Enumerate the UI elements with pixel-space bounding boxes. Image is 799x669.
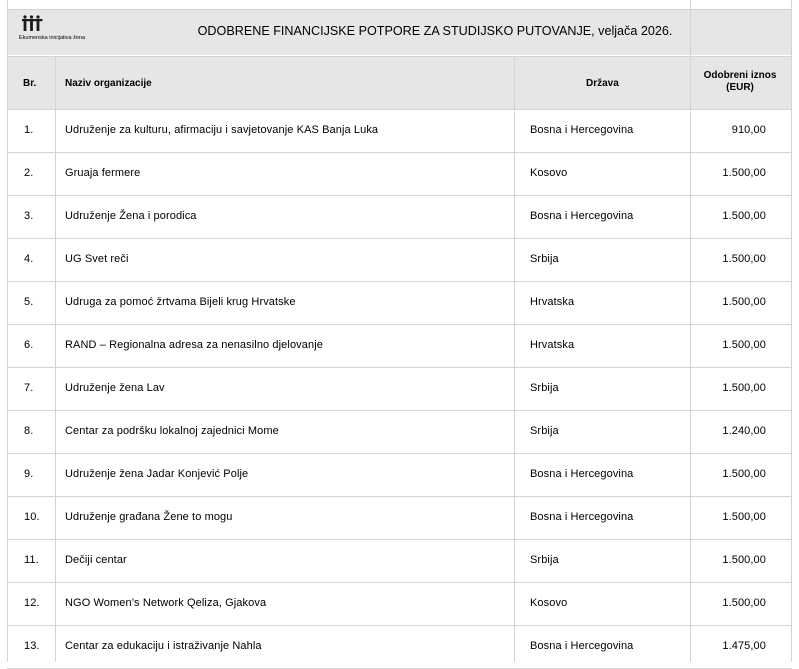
cell-iznos: 910,00 [731, 124, 766, 136]
cell-drzava: Srbija [530, 425, 559, 437]
cell-drzava: Bosna i Hercegovina [530, 210, 634, 222]
table-row[interactable] [0, 195, 799, 238]
cell-naziv: Gruaja fermere [65, 167, 141, 179]
cell-iznos: 1.500,00 [722, 597, 766, 609]
cell-iznos: 1.500,00 [722, 554, 766, 566]
cell-naziv: Udruženje za kulturu, afirmaciju i savjetovanje KAS Banja Luka [65, 124, 379, 136]
cell-drzava: Srbija [530, 382, 559, 394]
table-row[interactable] [0, 539, 799, 582]
table-row[interactable] [0, 367, 799, 410]
table-row[interactable] [0, 281, 799, 324]
cell-drzava: Kosovo [530, 167, 568, 179]
ekumenska-inicijativa-zena-logo-icon [22, 14, 44, 32]
cell-br: 5. [24, 296, 34, 308]
cell-naziv: Udruženje Žena i porodica [65, 210, 197, 222]
cell-drzava: Srbija [530, 554, 559, 566]
cell-naziv: RAND – Regionalna adresa za nenasilno djelovanje [65, 339, 323, 351]
cell-naziv: Udruga za pomoć žrtvama Bijeli krug Hrvatske [65, 296, 296, 308]
cell-iznos: 1.500,00 [722, 511, 766, 523]
cell-br: 4. [24, 253, 34, 265]
cell-br: 13. [24, 640, 40, 652]
cell-drzava: Kosovo [530, 597, 568, 609]
cell-naziv: Centar za edukaciju i istraživanje Nahla [65, 640, 262, 652]
cell-br: 9. [24, 468, 34, 480]
cell-drzava: Bosna i Hercegovina [530, 640, 634, 652]
table-row[interactable] [0, 410, 799, 453]
cell-drzava: Hrvatska [530, 339, 575, 351]
cell-iznos: 1.500,00 [722, 167, 766, 179]
column-header-drzava: Država [586, 78, 619, 89]
cell-drzava: Bosna i Hercegovina [530, 468, 634, 480]
cell-naziv: Dečiji centar [65, 554, 127, 566]
cell-naziv: Udruženje žena Lav [65, 382, 165, 394]
grid-line [7, 9, 792, 10]
cell-iznos: 1.500,00 [722, 253, 766, 265]
table-row[interactable] [0, 109, 799, 152]
cell-iznos: 1.500,00 [722, 296, 766, 308]
cell-br: 8. [24, 425, 34, 437]
table-row[interactable] [0, 496, 799, 539]
cell-br: 2. [24, 167, 34, 179]
cell-br: 10. [24, 511, 40, 523]
column-header-br: Br. [23, 78, 37, 89]
cell-drzava: Bosna i Hercegovina [530, 124, 634, 136]
cell-drzava: Hrvatska [530, 296, 575, 308]
cell-br: 6. [24, 339, 34, 351]
cell-naziv: Centar za podršku lokalnoj zajednici Mome [65, 425, 279, 437]
table-row[interactable] [0, 582, 799, 625]
logo [19, 14, 99, 44]
table-row[interactable] [0, 152, 799, 195]
table-row[interactable] [0, 238, 799, 281]
cell-drzava: Bosna i Hercegovina [530, 511, 634, 523]
cell-iznos: 1.500,00 [722, 210, 766, 222]
page-title: ODOBRENE FINANCIJSKE POTPORE ZA STUDIJSKO PUTOVANJE, veljača 2026. [197, 24, 673, 38]
table-row[interactable] [0, 324, 799, 367]
cell-iznos: 1.475,00 [722, 640, 766, 652]
table-row[interactable] [0, 453, 799, 496]
cell-br: 7. [24, 382, 34, 394]
cell-iznos: 1.500,00 [722, 382, 766, 394]
grid-line [7, 56, 792, 57]
column-header-iznos: Odobreni iznos (EUR) [703, 70, 777, 93]
column-header-naziv: Naziv organizacije [65, 78, 152, 89]
cell-br: 3. [24, 210, 34, 222]
cell-naziv: Udruženje građana Žene to mogu [65, 511, 233, 523]
cell-naziv: Udruženje žena Jadar Konjević Polje [65, 468, 249, 480]
cell-naziv: UG Svet reči [65, 253, 129, 265]
cell-br: 12. [24, 597, 40, 609]
cell-iznos: 1.500,00 [722, 468, 766, 480]
cell-drzava: Srbija [530, 253, 559, 265]
cell-iznos: 1.500,00 [722, 339, 766, 351]
cell-br: 1. [24, 124, 34, 136]
cell-iznos: 1.240,00 [722, 425, 766, 437]
cell-naziv: NGO Women’s Network Qeliza, Gjakova [65, 597, 267, 609]
cell-br: 11. [24, 554, 39, 566]
logo-text: Ekumenska inicijativa žena [19, 35, 86, 41]
